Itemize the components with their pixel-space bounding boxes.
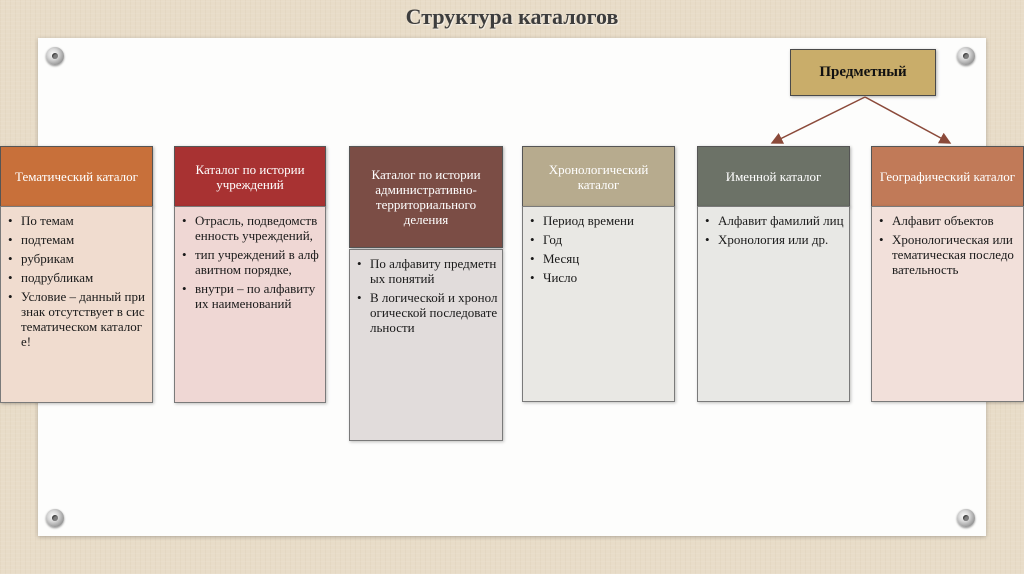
list-item: • тип учреждений в алфавитном порядке, [181,247,321,277]
chronological-catalog-title: Хронологический каталог [548,161,649,192]
geographic-catalog-body [871,206,1024,402]
chronological-catalog-header [522,146,675,207]
subject-node: Предметный [790,49,936,96]
institutions-catalog-title: Каталог по истории учреждений [195,161,305,192]
list-item: • подрубликам [7,270,148,285]
geographic-catalog-title: Географический каталог [879,169,1016,184]
list-item: • В логической и хронологической последовательности [356,290,498,335]
list-item: • Алфавит объектов [878,213,1019,228]
admin-division-catalog-title: Каталог по истории административно-территориального деления [371,167,481,227]
list-item: • Месяц [529,251,670,266]
admin-division-catalog-header [349,146,503,248]
page-title: Структура каталогов [405,4,619,29]
name-catalog-header [697,146,850,207]
thematic-catalog-header [0,146,153,207]
list-item: • Год [529,232,670,247]
thematic-catalog-title: Тематический каталог [15,169,138,184]
pin-bottom-right-icon [957,509,975,527]
list-item: • подтемам [7,232,148,247]
chronological-catalog-body [522,206,675,402]
list-item: • По алфавиту предметных понятий [356,256,498,286]
geographic-catalog-header [871,146,1024,207]
pin-bottom-left-icon [46,509,64,527]
list-item: • внутри – по алфавиту их наименований [181,281,321,311]
list-item: • Период времени [529,213,670,228]
pin-top-left-icon [46,47,64,65]
name-catalog-title: Именной каталог [725,169,822,184]
institutions-catalog-header [174,146,326,207]
list-item: • Отрасль, подведомственность учреждений, [181,213,321,243]
list-item: • Алфавит фамилий лиц [704,213,845,228]
list-item: • Число [529,270,670,285]
name-catalog-body [697,206,850,402]
list-item: • Хронологическая или тематическая последовательность [878,232,1019,277]
list-item: • Условие – данный признак отсутствует в систематическом каталоге! [7,289,148,349]
list-item: • рубрикам [7,251,148,266]
list-item: • По темам [7,213,148,228]
list-item: • Хронология или др. [704,232,845,247]
admin-division-catalog-body [349,249,503,441]
pin-top-right-icon [957,47,975,65]
institutions-catalog-body [174,206,326,403]
thematic-catalog-body [0,206,153,403]
